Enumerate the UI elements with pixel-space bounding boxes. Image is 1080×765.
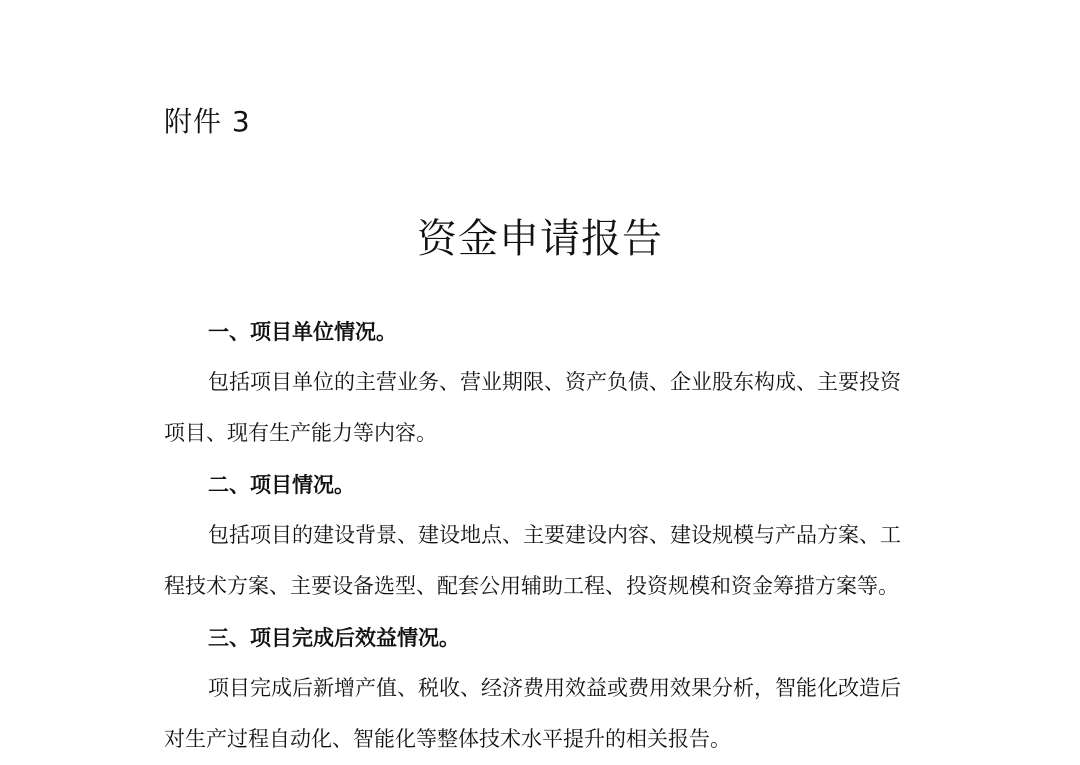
section-paragraph	[164, 663, 924, 765]
paragraph-line: 项目、现有生产能力等内容。	[164, 421, 437, 445]
attachment-label: 附件 3	[164, 105, 251, 138]
paragraph-line: 包括项目的建设背景、建设地点、主要建设内容、建设规模与产品方案、工	[208, 523, 901, 547]
section-paragraph	[164, 357, 924, 459]
section-benefits	[164, 612, 924, 765]
section-heading: 三、项目完成后效益情况。	[208, 625, 460, 650]
section-project-info	[164, 459, 924, 612]
paragraph-line: 包括项目单位的主营业务、营业期限、资产负债、企业股东构成、主要投资	[208, 370, 901, 394]
section-heading: 一、项目单位情况。	[208, 319, 397, 344]
document-title: 资金申请报告	[417, 215, 663, 262]
document-body	[164, 306, 924, 765]
section-project-unit	[164, 306, 924, 459]
paragraph-line: 程技术方案、主要设备选型、配套公用辅助工程、投资规模和资金筹措方案等。	[164, 574, 899, 598]
section-heading: 二、项目情况。	[208, 472, 355, 497]
section-paragraph	[164, 510, 924, 612]
paragraph-line: 对生产过程自动化、智能化等整体技术水平提升的相关报告。	[164, 727, 731, 751]
paragraph-line: 项目完成后新增产值、税收、经济费用效益或费用效果分析，智能化改造后	[208, 676, 901, 700]
